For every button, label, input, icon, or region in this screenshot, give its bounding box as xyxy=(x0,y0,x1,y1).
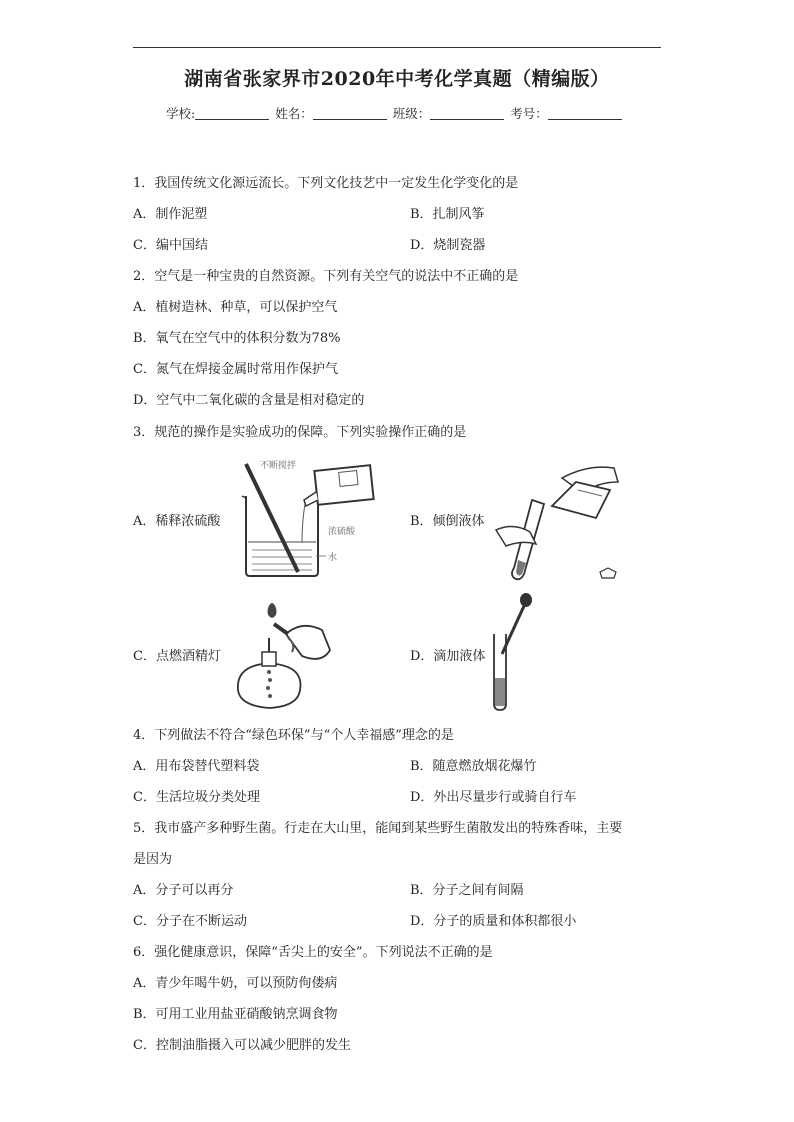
exam-no-blank[interactable] xyxy=(548,107,622,120)
q5-option-b[interactable]: B．分子之间有间隔 xyxy=(410,883,524,898)
q2-option-d[interactable]: D．空气中二氧化碳的含量是相对稳定的 xyxy=(133,393,365,408)
page-title: 湖南省张家界市2020年中考化学真题（精编版） xyxy=(184,68,610,90)
q6-option-b[interactable]: B．可用工业用盐亚硝酸钠烹调食物 xyxy=(133,1007,338,1022)
pour-liquid-figure xyxy=(492,460,642,584)
q6-stem: 6．强化健康意识，保障“舌尖上的安全”。下列说法不正确的是 xyxy=(133,945,493,960)
q3-option-d[interactable]: D．滴加液体 xyxy=(410,649,486,664)
q2-option-c[interactable]: C．氮气在焊接金属时常用作保护气 xyxy=(133,362,338,377)
q2-stem: 2．空气是一种宝贵的自然资源。下列有关空气的说法中不正确的是 xyxy=(133,269,519,284)
dilute-acid-figure xyxy=(232,456,380,580)
q3-option-c[interactable]: C．点燃酒精灯 xyxy=(133,649,221,664)
q3-option-a[interactable]: A．稀释浓硫酸 xyxy=(133,514,221,529)
q5-stem-line1: 5．我市盛产多种野生菌。行走在大山里，能闻到某些野生菌散发出的特殊香味，主要 xyxy=(133,821,623,836)
q1-option-b[interactable]: B．扎制风筝 xyxy=(410,207,485,222)
top-rule xyxy=(133,47,661,48)
q4-option-c[interactable]: C．生活垃圾分类处理 xyxy=(133,790,260,805)
q4-option-b[interactable]: B．随意燃放烟花爆竹 xyxy=(410,759,537,774)
name-blank[interactable] xyxy=(313,107,387,120)
q5-option-d[interactable]: D．分子的质量和体积都很小 xyxy=(410,914,577,929)
q3-option-b[interactable]: B．倾倒液体 xyxy=(410,514,485,529)
q1-option-d[interactable]: D．烧制瓷器 xyxy=(410,238,486,253)
q4-stem: 4．下列做法不符合“绿色环保”与“个人幸福感”理念的是 xyxy=(133,728,454,743)
school-blank[interactable] xyxy=(195,107,269,120)
q1-option-c[interactable]: C．编中国结 xyxy=(133,238,208,253)
water-label: 水 xyxy=(328,553,338,563)
light-lamp-figure xyxy=(226,594,346,714)
add-drops-figure xyxy=(480,592,550,714)
q2-option-b[interactable]: B．氧气在空气中的体积分数为78% xyxy=(133,331,341,346)
exam-no-label: 考号： xyxy=(510,106,548,121)
q2-option-a[interactable]: A．植树造林、种草，可以保护空气 xyxy=(133,300,338,315)
q1-option-a[interactable]: A．制作泥塑 xyxy=(133,207,208,222)
class-label: 班级： xyxy=(392,106,431,121)
q5-option-a[interactable]: A．分子可以再分 xyxy=(133,883,234,898)
q3-stem: 3．规范的操作是实验成功的保障。下列实验操作正确的是 xyxy=(133,425,467,440)
q1-stem: 1．我国传统文化源远流长。下列文化技艺中一定发生化学变化的是 xyxy=(133,176,519,191)
school-label: 学校: xyxy=(166,106,196,121)
acid-label: 浓硫酸 xyxy=(328,527,356,537)
q6-option-c[interactable]: C．控制油脂摄入可以减少肥胖的发生 xyxy=(133,1038,351,1053)
stir-label: 不断搅拌 xyxy=(260,461,297,471)
class-blank[interactable] xyxy=(430,107,504,120)
q5-stem-line2: 是因为 xyxy=(133,852,173,867)
name-label: 姓名： xyxy=(275,106,313,121)
student-info-row xyxy=(166,104,624,122)
q4-option-d[interactable]: D．外出尽量步行或骑自行车 xyxy=(410,790,577,805)
q5-option-c[interactable]: C．分子在不断运动 xyxy=(133,914,247,929)
q4-option-a[interactable]: A．用布袋替代塑料袋 xyxy=(133,759,260,774)
q6-option-a[interactable]: A．青少年喝牛奶，可以预防佝偻病 xyxy=(133,976,338,991)
